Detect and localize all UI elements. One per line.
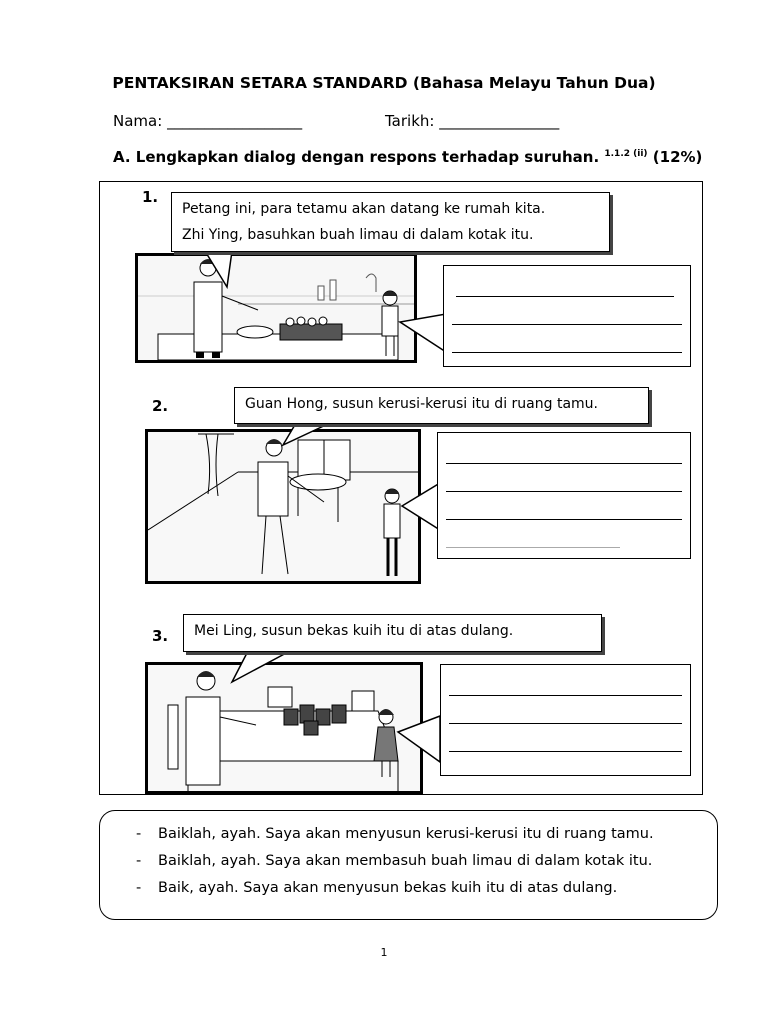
answer-line[interactable] [449, 751, 682, 752]
choice-text: Baik, ayah. Saya akan menyusun bekas kuih itu di atas dulang. [158, 880, 618, 896]
name-blank[interactable]: __________________ [167, 112, 303, 130]
date-label: Tarikh: [385, 112, 435, 130]
answer-line[interactable] [449, 695, 682, 696]
answer-choice [136, 875, 717, 902]
choice-text: Baiklah, ayah. Saya akan menyusun kerusi-kerusi itu di ruang tamu. [158, 826, 654, 842]
question-1-number: 1. [142, 188, 159, 206]
answer-choices-box [99, 810, 718, 920]
page-title: PENTAKSIRAN SETARA STANDARD (Bahasa Melayu Tahun Dua) [112, 74, 656, 92]
question-3-answer-box[interactable] [440, 664, 691, 776]
answer-line[interactable] [449, 723, 682, 724]
name-label: Nama: [113, 112, 163, 130]
choice-bullet: - [136, 826, 142, 842]
section-code: 1.1.2 [604, 149, 630, 159]
date-blank[interactable]: ________________ [439, 112, 560, 130]
choice-bullet: - [136, 880, 142, 896]
bubble-line: Zhi Ying, basuhkan buah limau di dalam kotak itu. [182, 227, 534, 243]
bubble-line: Mei Ling, susun bekas kuih itu di atas dulang. [194, 623, 514, 639]
bubble-line: Petang ini, para tetamu akan datang ke rumah kita. [182, 201, 546, 217]
question-2-number: 2. [152, 397, 169, 415]
answer-choice [136, 821, 717, 848]
choice-bullet: - [136, 853, 142, 869]
page-number: 1 [380, 946, 388, 959]
question-3-speech-bubble [183, 614, 602, 652]
section-title: A. Lengkapkan dialog dengan respons terhadap suruhan. [113, 148, 600, 166]
section-code-sup: (ii) [633, 149, 648, 159]
choice-text: Baiklah, ayah. Saya akan membasuh buah limau di dalam kotak itu. [158, 853, 653, 869]
answer-choice [136, 848, 717, 875]
bubble-line: Guan Hong, susun kerusi-kerusi itu di ruang tamu. [245, 396, 598, 412]
question-3-number: 3. [152, 627, 169, 645]
section-marks: (12%) [652, 148, 703, 166]
